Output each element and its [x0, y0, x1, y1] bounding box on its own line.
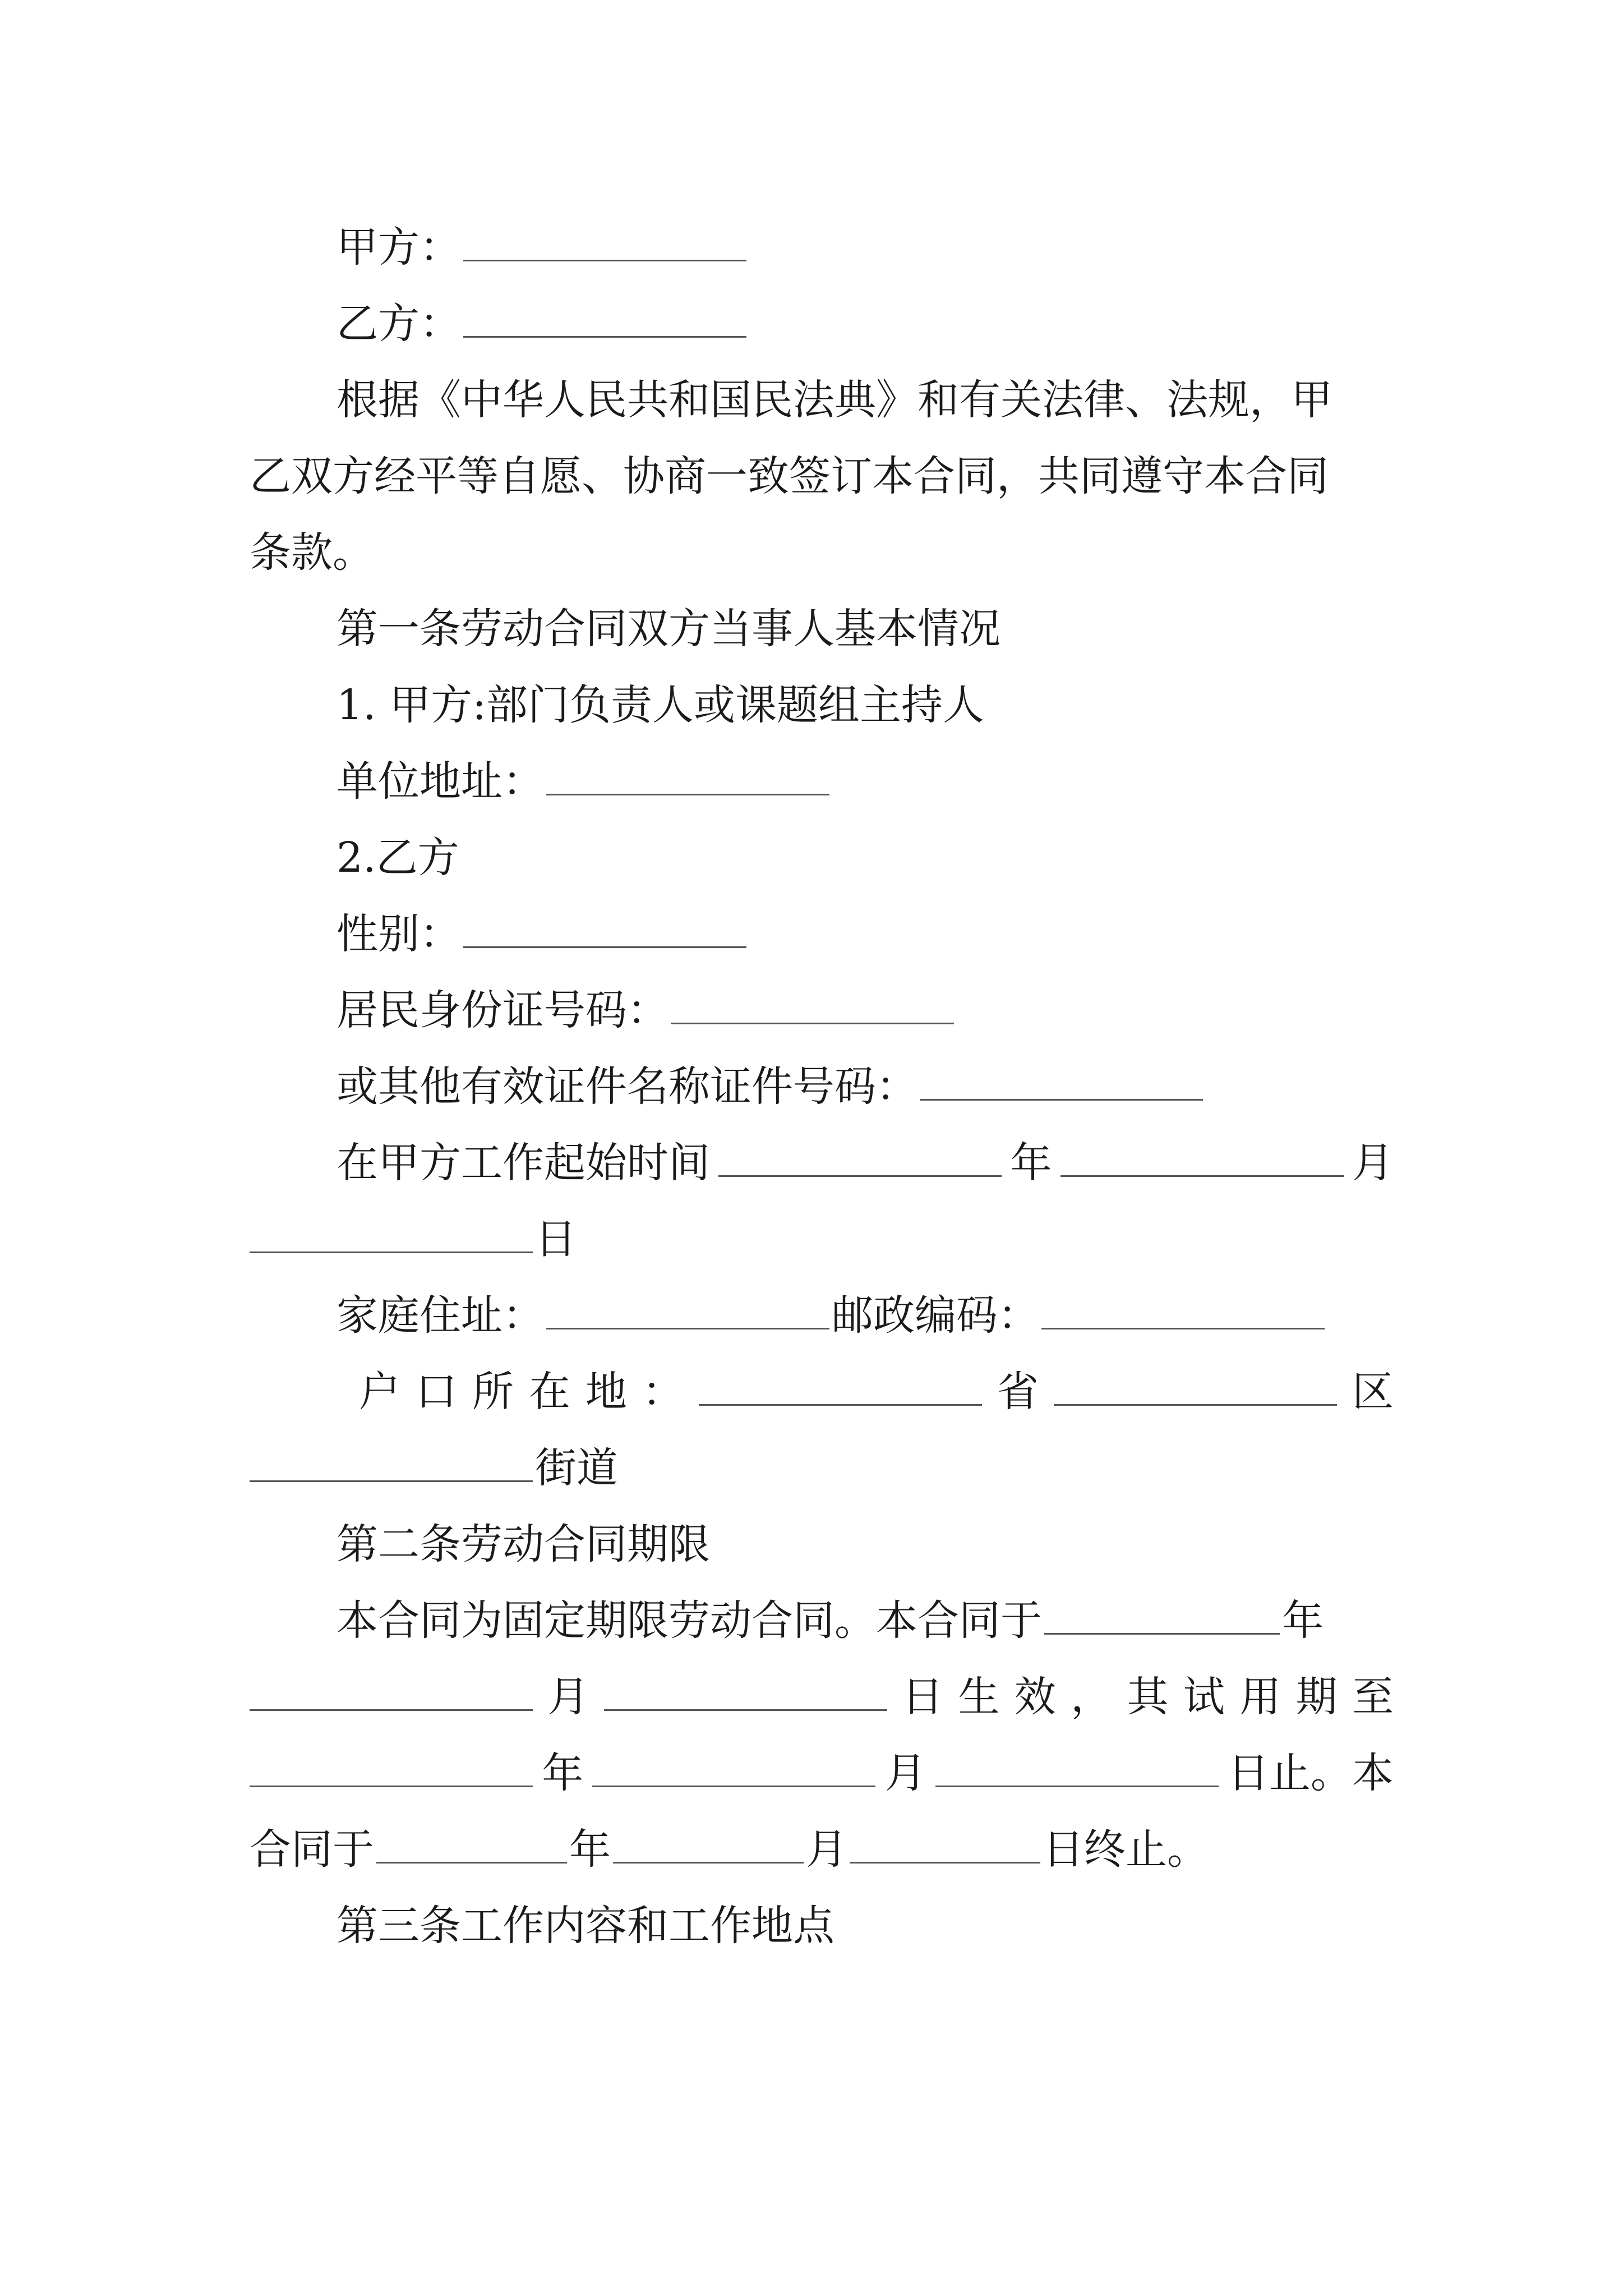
other-id-line [250, 1048, 1394, 1125]
end-year-blank[interactable] [376, 1858, 567, 1864]
hukou-char: 地 [585, 1368, 627, 1416]
article-1-item-1: 1. 甲方:部门负责人或课题组主持人 [336, 681, 985, 729]
term-intro: 本合同为固定期限劳动合同。本合同于 [336, 1596, 1042, 1645]
other-id-label: 或其他有效证件名称证件号码： [336, 1062, 917, 1111]
preamble-line-3: 条款。 [250, 528, 374, 577]
term-start-month-unit: 月 [547, 1673, 589, 1721]
hukou-char: 口 [416, 1368, 457, 1416]
party-b-blank[interactable] [463, 333, 746, 338]
start-day-unit: 日 [535, 1215, 577, 1263]
probation-month-blank[interactable] [592, 1782, 875, 1787]
effective-char: 至 [1352, 1673, 1394, 1721]
probation-day-blank[interactable] [935, 1782, 1219, 1787]
start-year-blank[interactable] [718, 1172, 1002, 1177]
effective-char: 用 [1239, 1673, 1281, 1721]
term-line-1 [250, 1582, 1394, 1659]
effective-char: ， [1071, 1673, 1113, 1721]
id-number-line [250, 972, 1394, 1049]
term-start-month-blank[interactable] [250, 1706, 533, 1711]
article-2-title: 第二条劳动合同期限 [336, 1520, 710, 1568]
preamble-line-1: 根据《中华人民共和国民法典》和有关法律、法规，甲 [336, 376, 1332, 424]
start-month-unit: 月 [1352, 1139, 1394, 1187]
street-blank[interactable] [250, 1477, 533, 1482]
term-start-year-blank[interactable] [1044, 1630, 1280, 1635]
id-number-label: 居民身份证号码： [336, 986, 668, 1034]
start-day-line [250, 1200, 1394, 1278]
start-day-blank[interactable] [250, 1248, 533, 1253]
unit-address-blank[interactable] [546, 790, 829, 795]
start-year-unit: 年 [1010, 1139, 1052, 1187]
street-unit: 街道 [535, 1444, 618, 1492]
home-address-line [250, 1277, 1394, 1354]
contract-at-label: 合同于 [250, 1825, 374, 1874]
probation-month-unit: 月 [884, 1749, 926, 1797]
street-line [250, 1429, 1394, 1507]
effective-char: 试 [1183, 1673, 1225, 1721]
effective-char: 期 [1295, 1673, 1338, 1721]
probation-end: 日止。本 [1227, 1749, 1394, 1797]
term-line-3 [250, 1734, 1394, 1812]
hukou-char: 所 [472, 1368, 514, 1416]
other-id-blank[interactable] [920, 1096, 1203, 1101]
probation-year-blank[interactable] [250, 1782, 533, 1787]
party-a-line [250, 209, 1394, 286]
article-3-title: 第三条工作内容和工作地点 [336, 1902, 834, 1950]
province-blank[interactable] [699, 1401, 982, 1406]
postcode-blank[interactable] [1041, 1324, 1325, 1329]
hukou-char: 在 [529, 1368, 570, 1416]
article-1-title: 第一条劳动合同双方当事人基本情况 [336, 605, 1000, 653]
start-time-label: 在甲方工作起始时间 [336, 1139, 710, 1187]
party-a-label: 甲方： [336, 223, 461, 272]
term-line-2 [250, 1658, 1394, 1736]
end-month-unit: 月 [806, 1825, 847, 1874]
id-number-blank[interactable] [671, 1019, 954, 1024]
preamble-line-2: 乙双方经平等自愿、协商一致签订本合同，共同遵守本合同 [250, 452, 1329, 500]
effective-char: 其 [1127, 1673, 1169, 1721]
term-start-day-blank[interactable] [604, 1706, 887, 1711]
effective-char: 效 [1014, 1673, 1056, 1721]
province-unit: 省 [997, 1368, 1039, 1416]
term-line-4 [250, 1811, 1394, 1888]
unit-address-line [250, 743, 1394, 820]
gender-line [250, 895, 1394, 973]
end-month-blank[interactable] [613, 1858, 804, 1864]
terminate-label: 日终止。 [1043, 1825, 1209, 1874]
end-year-unit: 年 [569, 1825, 611, 1874]
party-a-blank[interactable] [463, 256, 746, 261]
home-address-label: 家庭住址： [336, 1291, 544, 1340]
hukou-char: 户 [359, 1368, 400, 1416]
postcode-label: 邮政编码： [832, 1291, 1039, 1340]
effective-char: 日 [902, 1673, 944, 1721]
gender-blank[interactable] [463, 943, 746, 948]
hukou-line [250, 1353, 1394, 1430]
district-blank[interactable] [1054, 1401, 1337, 1406]
party-b-label: 乙方： [336, 300, 461, 348]
gender-label: 性别： [336, 910, 461, 958]
effective-char: 生 [958, 1673, 1000, 1721]
start-month-blank[interactable] [1061, 1172, 1344, 1177]
party-b-line [250, 285, 1394, 362]
district-unit: 区 [1352, 1368, 1394, 1416]
start-time-line [250, 1124, 1394, 1202]
article-1-item-2: 2.乙方 [336, 834, 459, 882]
end-day-blank[interactable] [850, 1858, 1040, 1864]
hukou-char: ： [642, 1368, 684, 1416]
home-address-blank[interactable] [546, 1324, 829, 1329]
unit-address-label: 单位地址： [336, 757, 544, 806]
term-start-year-unit: 年 [1282, 1596, 1324, 1645]
probation-year-unit: 年 [542, 1749, 584, 1797]
